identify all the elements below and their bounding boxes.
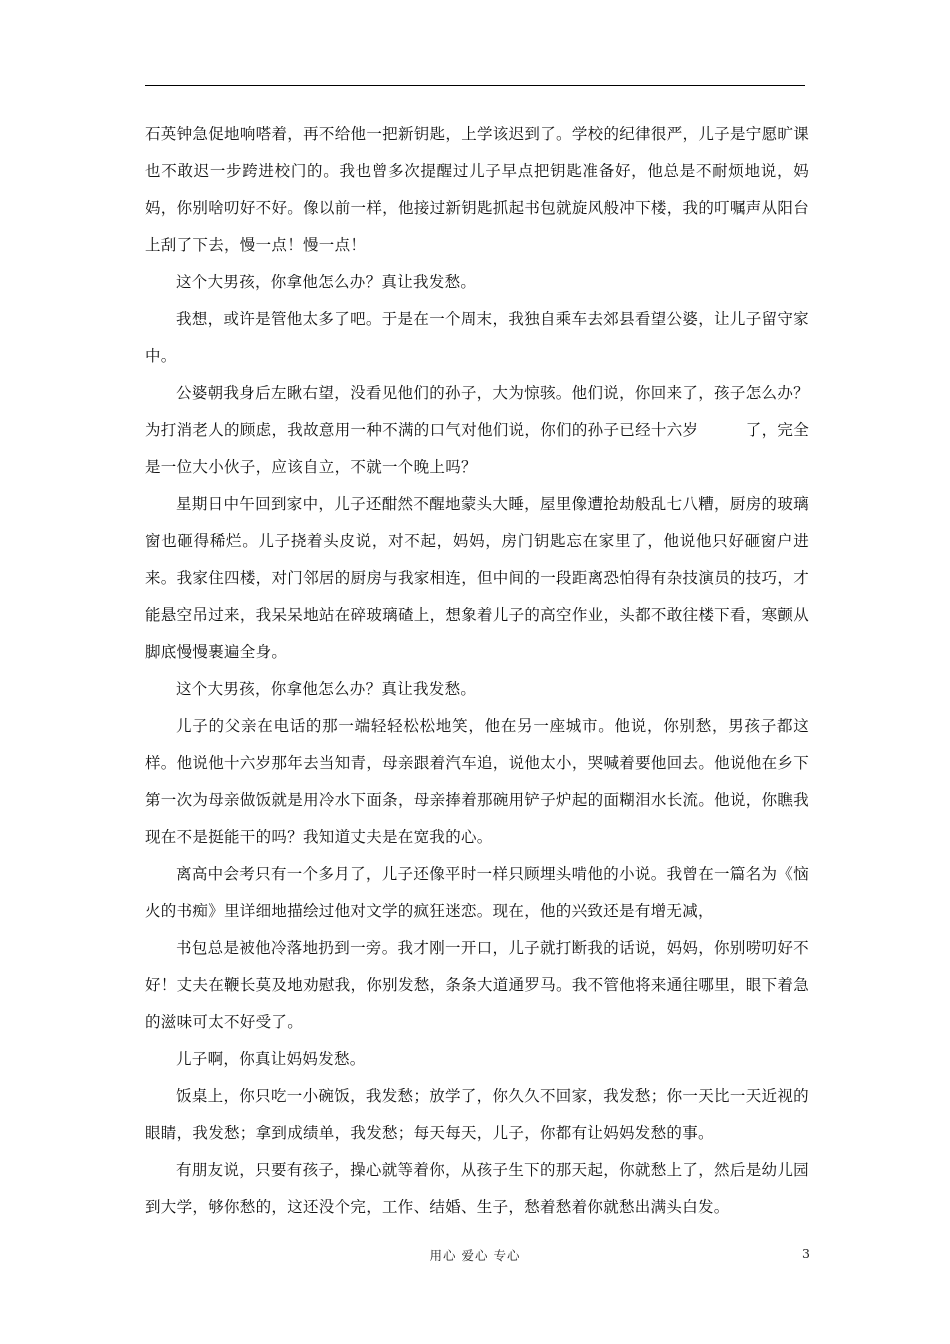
paragraph: 这个大男孩，你拿他怎么办？真让我发愁。: [176, 273, 477, 291]
paragraph: 有朋友说，只要有孩子，操心就等着你，从孩子生下的那天起，你就愁上了，然后是幼儿园到大学，够你愁的，这还没个完，工作、结婚、生子，愁着愁着你就愁出满头白发。: [145, 1161, 809, 1216]
paragraph: 这个大男孩，你拿他怎么办？真让我发愁。: [176, 680, 477, 698]
article-body: [145, 116, 809, 1226]
paragraph: 书包总是被他冷落地扔到一旁。我才刚一开口，儿子就打断我的话说，妈妈，你别唠叨好不好！丈夫在鞭长莫及地劝慰我，你别发愁，条条大道通罗马。我不管他将来通往哪里，眼下着急的滋味可太不好受了。: [145, 939, 809, 1031]
footer-slogan: 用心 爱心 专心: [429, 1248, 521, 1263]
header-rule: [145, 85, 805, 86]
paragraph: 离高中会考只有一个多月了，儿子还像平时一样只顾埋头啃他的小说。我曾在一篇名为《恼火的书痴》里详细地描绘过他对文学的疯狂迷恋。现在，他的兴致还是有增无减，: [145, 865, 809, 920]
paragraph: 儿子啊，你真让妈妈发愁。: [176, 1050, 366, 1068]
paragraph: 儿子的父亲在电话的那一端轻轻松松地笑，他在另一座城市。他说，你别愁，男孩子都这样。他说他十六岁那年去当知青，母亲跟着汽车追，说他太小，哭喊着要他回去。他说他在乡下第一次为母亲做饭就是用冷水下面条，母亲捧着那碗用铲子炉起的面糊泪水长流。他说，你瞧我现在不是挺能干的吗？我知道丈夫是在宽我的心。: [145, 717, 809, 846]
paragraph: 我想，或许是管他太多了吧。于是在一个周末，我独自乘车去郊县看望公婆，让儿子留守家中。: [145, 310, 809, 365]
paragraph: 星期日中午回到家中，儿子还酣然不醒地蒙头大睡，屋里像遭抢劫般乱七八糟，厨房的玻璃窗也砸得稀烂。儿子挠着头皮说，对不起，妈妈，房门钥匙忘在家里了，他说他只好砸窗户进来。我家住四楼，对门邻居的厨房与我家相连，但中间的一段距离恐怕得有杂技演员的技巧，才能悬空吊过来，我呆呆地站在碎玻璃碴上，想象着儿子的高空作业，头都不敢往楼下看，寒颤从脚底慢慢裹遍全身。: [145, 495, 809, 661]
paragraph: 石英钟急促地响嗒着，再不给他一把新钥匙，上学该迟到了。学校的纪律很严，儿子是宁愿旷课也不敢迟一步跨进校门的。我也曾多次提醒过儿子早点把钥匙准备好，他总是不耐烦地说，妈妈，你别啥叨好不好。像以前一样，他接过新钥匙抓起书包就旋风般冲下楼，我的叮嘱声从阳台上刮了下去，慢一点！慢一点！: [145, 125, 809, 254]
paragraph: 公婆朝我身后左瞅右望，没看见他们的孙子，大为惊骇。他们说，你回来了，孩子怎么办？为打消老人的顾虑，我故意用一种不满的口气对他们说，你们的孙子已经十六岁 了，完全是一位大小伙子，应该自立，不就一个晚上吗？: [145, 384, 809, 476]
page-number: 3: [802, 1246, 810, 1261]
paragraph: 饭桌上，你只吃一小碗饭，我发愁；放学了，你久久不回家，我发愁；你一天比一天近视的眼睛，我发愁；拿到成绩单，我发愁；每天每天，儿子，你都有让妈妈发愁的事。: [145, 1087, 809, 1142]
